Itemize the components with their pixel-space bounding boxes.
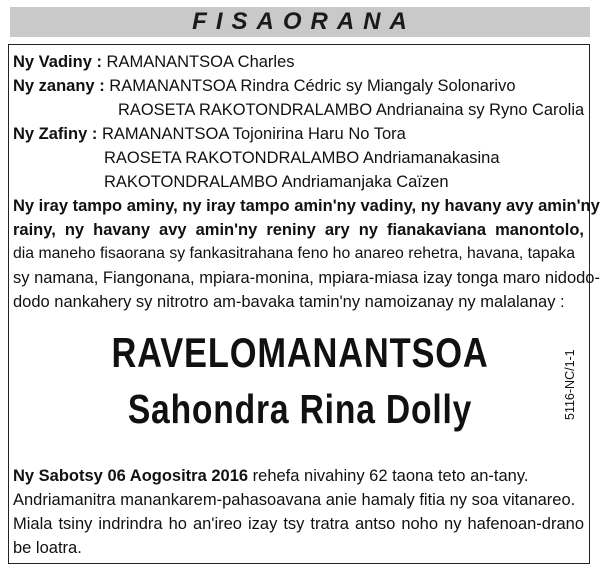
deceased-given-names: Sahondra Rina Dolly: [127, 386, 473, 432]
zafiny-separator: :: [87, 125, 102, 143]
death-line-2: Andriamanitra manankarem-pahasoavana anie hamaly fitia ny soa vitanareo.: [13, 491, 576, 509]
thanks-line-5: dodo nankahery sy nitrotro am-bavaka tamin'ny namoizanay ny malalanay :: [13, 293, 565, 311]
zafiny-name-2: RAOSETA RAKOTONDRALAMBO Andriamanakasina: [104, 149, 500, 167]
vadiny-separator: :: [91, 53, 107, 71]
vadiny-name: RAMANANTSOA Charles: [106, 53, 295, 71]
zanany-separator: :: [94, 77, 110, 95]
thanks-line-4: sy namana, Fiangonana, mpiara-monina, mpiara-miasa izay tonga maro nidodo-: [13, 269, 600, 287]
zafiny-name-3: RAKOTONDRALAMBO Andriamanjaka Caïzen: [104, 173, 449, 191]
reference-code: 5116-NC/1-1: [563, 349, 577, 420]
death-line-1: [13, 466, 528, 486]
header-banner: [10, 7, 590, 37]
vadiny-label: Ny Vadiny: [13, 53, 92, 71]
zafiny-row: [13, 124, 406, 144]
zafiny-name: RAMANANTSOA Tojonirina Haru No Tora: [101, 125, 406, 143]
death-line-4: be loatra.: [13, 539, 82, 557]
deceased-surname: RAVELOMANANTSOA: [111, 329, 489, 376]
zanany-row: [13, 76, 516, 96]
page-title: FISAORANA: [192, 8, 416, 35]
death-date: Ny Sabotsy 06 Aogositra 2016: [13, 467, 249, 485]
thanks-line-2: rainy, ny havany avy amin'ny reniny ary ny fianakaviana manontolo,: [13, 221, 584, 239]
zanany-name-2: RAOSETA RAKOTONDRALAMBO Andrianaina sy Ryno Carolia: [118, 101, 585, 119]
vadiny-row: [13, 52, 295, 72]
thanks-line-3: [13, 244, 575, 264]
thanks-tail: dia maneho fisaorana sy fankasitrahana feno ho anareo rehetra, havana, tapaka: [13, 245, 576, 262]
zanany-label: Ny zanany: [13, 77, 95, 95]
thanks-line-1: Ny iray tampo aminy, ny iray tampo amin'ny vadiny, ny havany avy amin'ny: [13, 197, 600, 215]
zanany-name: RAMANANTSOA Rindra Cédric sy Miangaly Solonarivo: [109, 77, 516, 95]
death-line-3: Miala tsiny indrindra ho an'ireo izay tsy tratra antso noho ny hafenoan-drano: [13, 515, 584, 533]
zafiny-label: Ny Zafiny: [13, 125, 88, 143]
death-date-rest: rehefa nivahiny 62 taona teto an-tany.: [248, 467, 529, 485]
